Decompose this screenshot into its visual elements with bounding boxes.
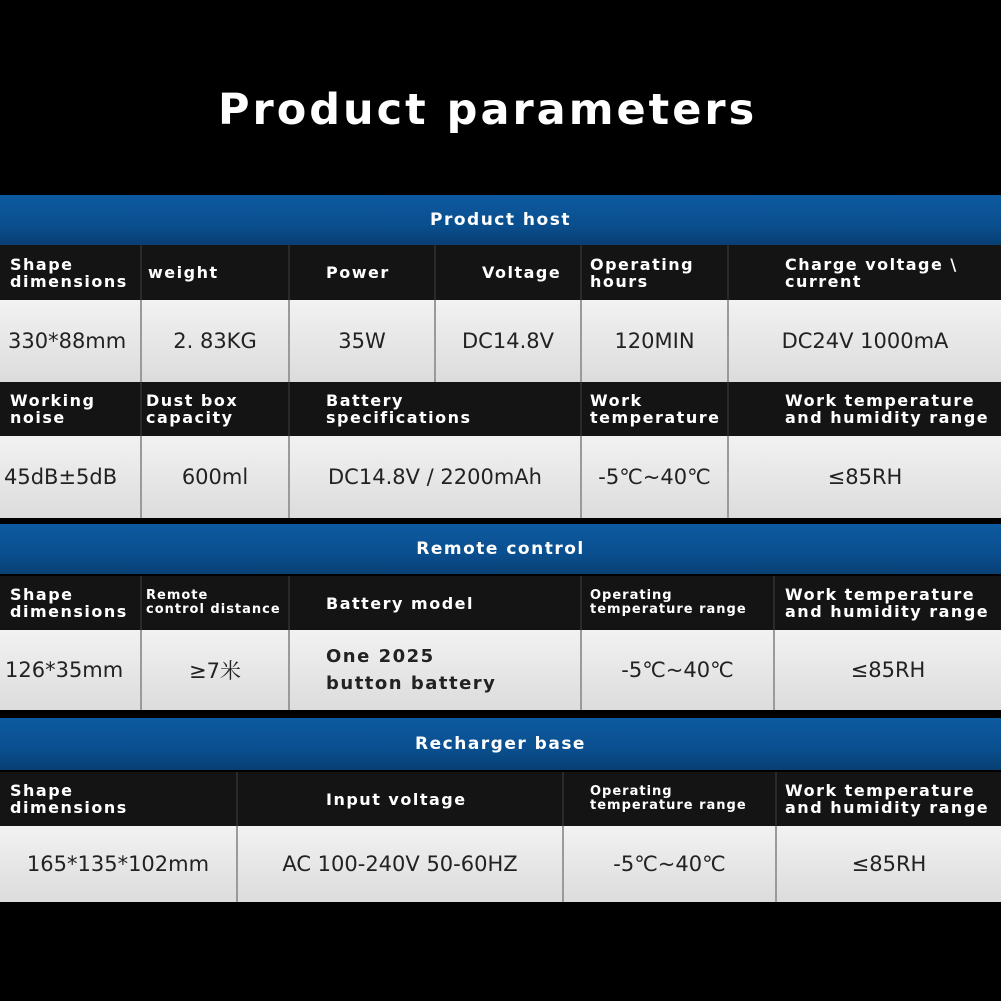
value-cell-operating-temperature-range: -5℃~40℃: [564, 826, 777, 902]
value-cell-remote-control-distance: ≥7米: [142, 630, 290, 710]
header-cell-work-humidity-range: Work temperature and humidity range: [775, 576, 1001, 630]
value-cell-battery-model: One 2025 button battery: [290, 630, 582, 710]
header-cell-work-humidity-range: Work temperature and humidity range: [777, 772, 1001, 826]
value-cell-voltage: DC14.8V: [436, 300, 582, 382]
header-cell-input-voltage: Input voltage: [238, 772, 564, 826]
value-cell-work-temperature: -5℃~40℃: [582, 436, 729, 518]
section-header-remote-control: Remote control: [0, 524, 1001, 574]
header-cell-operating-temperature-range: Operating temperature range: [582, 576, 775, 630]
header-cell-operating-hours: Operating hours: [582, 245, 729, 300]
value-cell-shape-dimensions: 165*135*102mm: [0, 826, 238, 902]
header-cell-power: Power: [290, 245, 436, 300]
header-cell-remote-control-distance: Remote control distance: [142, 576, 290, 630]
value-cell-working-noise: 45dB±5dB: [0, 436, 142, 518]
header-row: [0, 382, 1001, 436]
header-cell-shape-dimensions: Shape dimensions: [0, 576, 142, 630]
section-header-recharger-base: Recharger base: [0, 718, 1001, 770]
header-cell-work-temperature: Work temperature: [582, 382, 729, 436]
header-cell-work-humidity-range: Work temperature and humidity range: [729, 382, 1001, 436]
value-row: [0, 300, 1001, 382]
value-cell-operating-hours: 120MIN: [582, 300, 729, 382]
value-cell-work-humidity-range: ≤85RH: [729, 436, 1001, 518]
header-cell-voltage: Voltage: [436, 245, 582, 300]
header-cell-shape-dimensions: Shape dimensions: [0, 245, 142, 300]
section-header-product-host: Product host: [0, 195, 1001, 245]
header-cell-weight: weight: [142, 245, 290, 300]
value-cell-shape-dimensions: 330*88mm: [0, 300, 142, 382]
header-cell-operating-temperature-range: Operating temperature range: [564, 772, 777, 826]
value-row: [0, 630, 1001, 710]
value-cell-work-humidity-range: ≤85RH: [775, 630, 1001, 710]
header-row: [0, 576, 1001, 630]
value-cell-dust-box-capacity: 600ml: [142, 436, 290, 518]
page-title: Product parameters: [218, 85, 758, 135]
header-cell-battery-model: Battery model: [290, 576, 582, 630]
value-cell-shape-dimensions: 126*35mm: [0, 630, 142, 710]
value-row: [0, 826, 1001, 902]
value-cell-input-voltage: AC 100-240V 50-60HZ: [238, 826, 564, 902]
header-cell-battery-specifications: Battery specifications: [290, 382, 582, 436]
value-cell-power: 35W: [290, 300, 436, 382]
header-cell-charge-voltage: Charge voltage \ current: [729, 245, 1001, 300]
header-row: [0, 245, 1001, 300]
value-cell-weight: 2. 83KG: [142, 300, 290, 382]
value-cell-operating-temperature-range: -5℃~40℃: [582, 630, 775, 710]
header-row: [0, 772, 1001, 826]
value-cell-battery-specifications: DC14.8V / 2200mAh: [290, 436, 582, 518]
header-cell-dust-box-capacity: Dust box capacity: [142, 382, 290, 436]
value-cell-charge-voltage: DC24V 1000mA: [729, 300, 1001, 382]
value-row: [0, 436, 1001, 518]
header-cell-working-noise: Working noise: [0, 382, 142, 436]
header-cell-shape-dimensions: Shape dimensions: [0, 772, 238, 826]
value-cell-work-humidity-range: ≤85RH: [777, 826, 1001, 902]
